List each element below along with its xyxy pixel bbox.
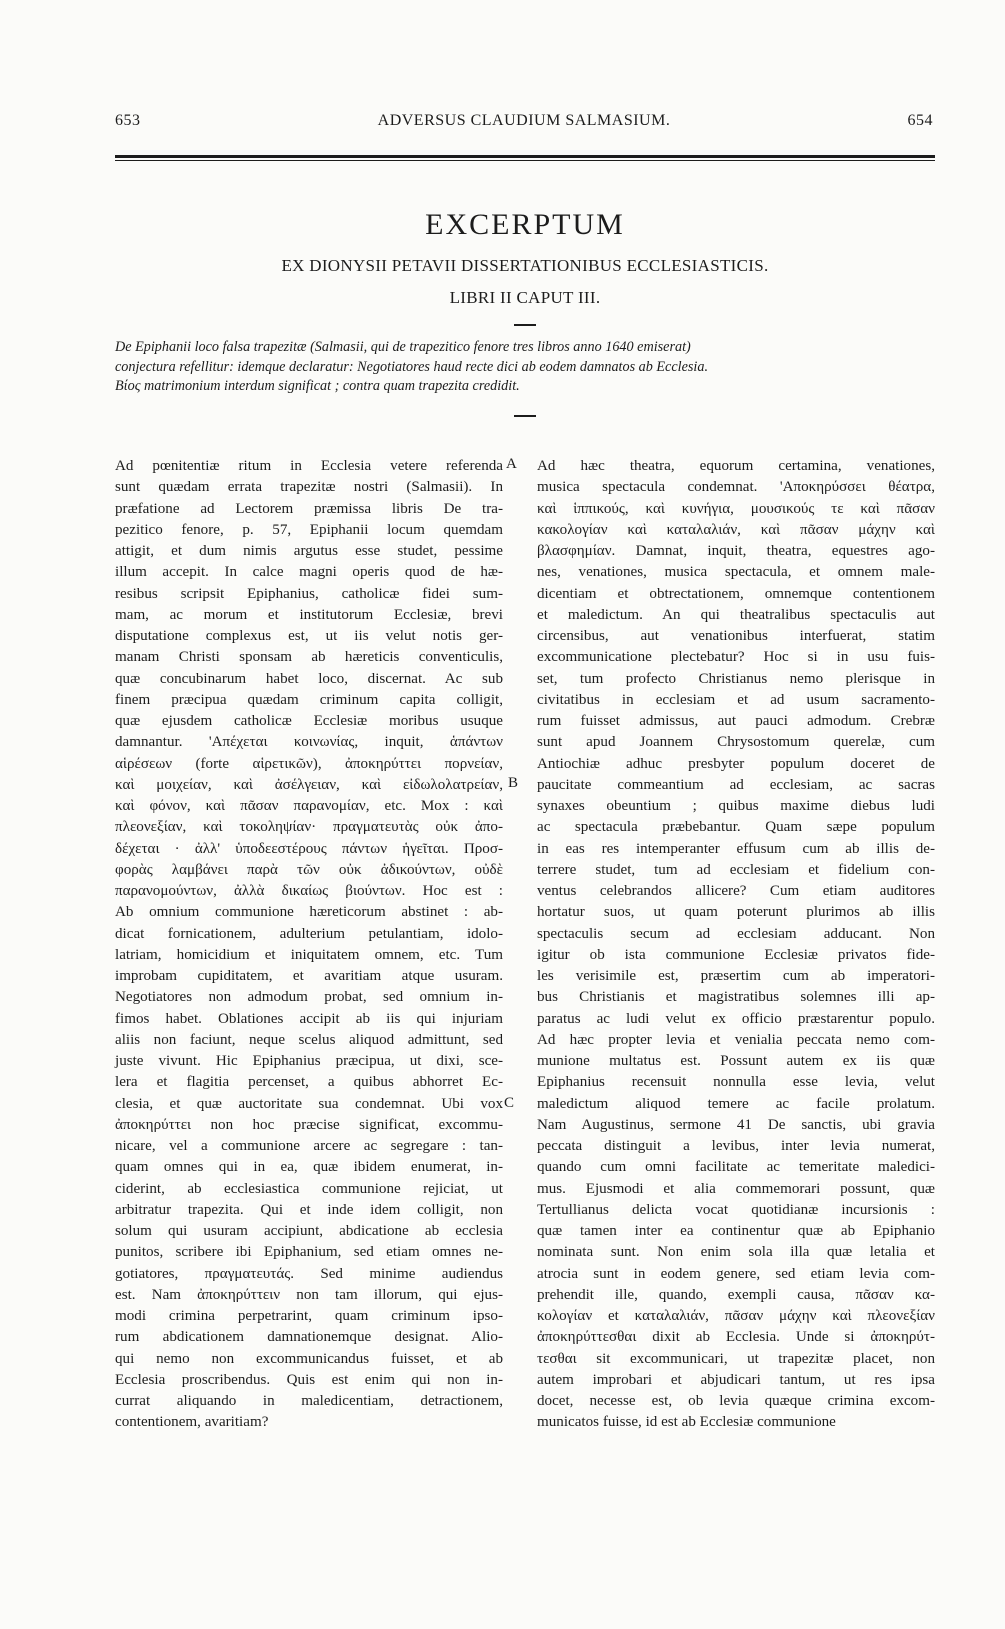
margin-marker-c: C [504,1095,515,1111]
text-line: docet, necesse est, ob levia quæque crimina excom- [537,1393,935,1409]
text-line: latriam, homicidium et iniquitatem omnem, etc. Tum [115,946,503,963]
summary-line: De Epiphanii loco falsa trapezitæ (Salmasii, qui de trapezitico fenore tres libros anno 1640 emiserat) [115,339,691,355]
text-line: finem præcipua quædam criminum capita colligit, [115,691,503,708]
text-line: paratus ac ludi velut ex officio præstarentur populo. [537,1010,935,1027]
text-line: πλεονεξίαν, καὶ τοκοληψίαν· πραγματευτὰς οὐκ ἀπο- [115,819,503,836]
right-column [537,456,935,1434]
chapter-summary [115,338,939,397]
text-line: igitur ob ista communione Ecclesiæ privatos fide- [537,946,935,963]
text-line: in eas res intemperanter effusum cum ab illis de- [537,840,935,857]
text-line: ἀποκηρύττει non hoc præcise significat, excommu- [115,1116,503,1133]
text-line: fimos habet. Oblationes accipit ab iis qui injuriam [115,1010,503,1027]
text-line: ac spectacula præbebantur. Quam sæpe populum [537,819,935,836]
text-line: pezitico fenore, p. 57, Epiphanii locum quemdam [115,521,503,538]
text-line: modi crimina perpetrarint, quam criminum ipso- [115,1308,503,1324]
text-line: lera et flagitia percenset, a quibus abhorret Ec- [115,1074,503,1091]
text-line: quæ concubinarum habet loco, discernat. Ac sub [115,670,503,687]
running-title: ADVERSUS CLAUDIUM SALMASIUM. [377,112,671,129]
text-line: καὶ φόνον, καὶ πᾶσαν παρανομίαν, etc. Mox : καὶ [115,798,503,814]
text-line: Negotiatores non admodum probat, sed omnium in- [115,989,503,1006]
text-line: spectaculis secum ad ecclesiam adducant. Non [537,925,935,942]
text-line: arbitratur trapezita. Qui et inde idem colligit, non [115,1201,503,1218]
text-line: Epiphanius recensuit nonnulla esse levia, velut [537,1074,935,1091]
text-line: paucitate commeantium ad ecclesiam, ac sacras [537,776,935,793]
margin-marker-b: B [508,775,519,791]
text-line: quæ tamen inter ea continentur quæ ab Epiphanio [537,1223,935,1239]
text-line: terrere studet, tum ad ecclesiam et fidelium con- [537,861,935,878]
text-line: musica spectacula condemnat. 'Αποκηρύσσει θέατρα, [537,479,935,496]
text-line: Ecclesia proscribendus. Quis est enim qui non in- [115,1371,503,1388]
text-line: nicare, vel a communione arcere ac segregare : tan- [115,1138,503,1154]
text-line: δέχεται · ἀλλ' ὑποδεεστέρους πάντων ἡγεῖται. Προσ- [115,840,503,857]
text-line: præfatione ad Lectorem præmissa libris De tra- [115,500,503,517]
text-line: gotiatores, πραγματευτάς. Sed minime audiendus [115,1265,503,1282]
page-number-left: 653 [115,112,141,129]
text-line: mam, ac morum et institutorum Ecclesiæ, brevi [115,606,503,623]
text-line: hortatur suos, ut quam poterunt plurimos ab illis [537,904,935,921]
text-line: damnantur. 'Απέχεται κοινωνίας, inquit, ἁπάντων [115,734,503,751]
text-line: Ab omnium communione hæreticorum abstinet : ab- [115,904,503,921]
margin-marker-a: A [506,456,517,472]
text-line: ciderint, ab ecclesiastica communione rejiciat, ut [115,1180,503,1197]
text-line: rum fuisset admissus, aut pauci admodum. Crebræ [537,713,935,729]
text-line: quando cum omni facilitate ac temeritate maledici- [537,1159,935,1176]
text-line: rum abdicationem damnationemque designat. Alio- [115,1329,503,1346]
text-line: munione multatus est. Possunt autem ex iis quæ [537,1053,935,1069]
text-line: manam Christi sponsam ab hæreticis conventiculis, [115,649,503,666]
text-line: ventus celebrandos allicere? Cum etiam auditores [537,883,935,899]
text-line: les verisimile est, præsertim cum ab imperatori- [537,968,935,984]
separator-dash [514,415,536,417]
text-line: καὶ ἱππικούς, καὶ κυνήγια, μουσικούς τε καὶ πᾶσαν [537,500,935,517]
text-line: κολογίαν et καταλαλιάν, πᾶσαν μάχην καὶ πλεονεξίαν [537,1308,935,1324]
text-line: bus Christianis et magistratibus solemnes illi ap- [537,989,935,1006]
text-line: municatos fuisse, id est ab Ecclesiæ communione [537,1414,836,1431]
text-line: maledictum aliquod temere ac facile prolatum. [537,1095,935,1112]
text-line: set, tum profecto Christianus nemo plerisque in [537,670,935,687]
text-line: φορὰς λαμβάνει παρὰ τῶν οὐκ ἀδικούντων, οὐδὲ [115,861,503,878]
text-line: disputatione complexus est, ut iis velut notis ger- [115,628,503,644]
text-line: attigit, et dum nimis argutus esse studet, pessime [115,543,503,559]
summary-line: Βίος matrimonium interdum significat ; contra quam trapezita credidit. [115,378,520,394]
text-line: civitatibus in ecclesiam et ad usum sacramento- [537,691,935,708]
text-line: Ad hæc propter levia et venialia peccata nemo com- [537,1031,935,1048]
text-line: improbam cupiditatem, et avaritiam atque usuram. [115,968,503,984]
text-line: est. Nam ἀποκηρύττειν non tam illorum, qui ejus- [115,1286,503,1303]
text-line: dicentiam et obtrectationem, omnemque contentionem [537,585,935,602]
text-line: Antiochiæ adhuc presbyter populum doceret de [537,755,935,772]
text-line: dicat fornicationem, adulterium petulantiam, idolo- [115,925,503,942]
text-line: nominata sunt. Non enim sola illa quæ letalia et [537,1244,935,1261]
text-line: clesia, et quæ auctoritate sua condemnat. Ubi vox [115,1095,503,1112]
page-title: EXCERPTUM [425,208,625,241]
text-line: Ad pœnitentiæ ritum in Ecclesia vetere referenda [115,458,503,474]
text-line: αἱρέσεων (forte αἱρετικῶν), ἀποκηρύττει πορνείαν, [115,755,503,772]
header-rule-thick [115,155,935,158]
text-line: solum qui usuram accipiunt, abdicatione ab ecclesia [115,1223,503,1239]
text-line: Ad hæc theatra, equorum certamina, venationes, [537,458,935,474]
text-line: illum accepit. In calce magni operis quod de hæ- [115,564,503,581]
text-line: resibus scripsit Epiphanius, catholicæ fidei sum- [115,585,503,602]
text-line: synaxes obeuntium ; quibus maxime diebus ludi [537,798,935,814]
page-subtitle: EX DIONYSII PETAVII DISSERTATIONIBUS ECCLESIASTICIS. [281,256,769,275]
text-line: autem improbari et abjudicari tantum, ut res ipsa [537,1371,935,1388]
text-line: ἀποκηρύττεσθαι dixit ab Ecclesia. Unde si ἀποκηρύτ- [537,1329,935,1346]
left-column [115,456,503,1434]
header-rule-thin [115,160,935,161]
text-line: sunt apud Joannem Chrysostomum querelæ, cum [537,734,935,751]
text-line: Tertullianus delicta vocat quotidianæ incursionis : [537,1201,935,1218]
text-line: juste vivunt. Hic Epiphanius præcipua, ut dixi, sce- [115,1053,503,1069]
text-line: quam omnes qui in ea, quæ ibidem enumerat, in- [115,1159,503,1176]
separator-dash [514,324,536,326]
text-line: κακολογίαν καὶ καταλαλιάν, καὶ πᾶσαν μάχην καὶ [537,521,935,538]
text-line: aliis non faciunt, neque scelus aliquod admittunt, sed [115,1031,503,1048]
text-line: circensibus, aut venationibus interfuerat, statim [537,628,935,644]
text-line: sunt quædam errata trapezitæ nostri (Salmasii). In [115,479,503,496]
text-line: currat aliquando in maledicentiam, detractionem, [115,1393,503,1409]
page-number-right: 654 [907,112,933,129]
summary-line: conjectura refellitur: idemque declaratur: Negotiatores haud recte dici ab eodem damnatos ab Ecclesia. [115,358,708,375]
text-line: παρανομούντων, ἀλλὰ δικαίως βιούντων. Hoc est : [115,883,503,899]
text-line: nes, venationes, musica spectacula, et omnem male- [537,564,935,581]
running-header [115,112,933,136]
chapter-heading: LIBRI II CAPUT III. [449,288,601,307]
text-line: βλασφημίαν. Damnat, inquit, theatra, equestres ago- [537,543,935,559]
text-line: et maledictum. An qui theatralibus spectaculis aut [537,606,935,623]
text-line: peccata distinguit a levibus, inter levia numerat, [537,1138,935,1154]
text-line: Nam Augustinus, sermone 41 De sanctis, ubi gravia [537,1116,935,1133]
text-line: qui nemo non excommunicandus fuisset, et ab [115,1350,503,1367]
text-line: contentionem, avaritiam? [115,1414,269,1431]
text-line: mus. Ejusmodi et alia commemorari possunt, quæ [537,1180,935,1197]
text-line: καὶ μοιχείαν, καὶ ἀσέλγειαν, καὶ εἰδωλολατρείαν, [115,776,503,793]
text-line: excommunicatione plectebatur? Hoc si in usu fuis- [537,649,935,666]
text-line: prehendit ille, quando, exempli causa, πᾶσαν κα- [537,1286,935,1303]
text-line: punitos, scribere ibi Epiphanium, sed etiam omnes ne- [115,1244,503,1261]
text-line: τεσθαι sit excommunicari, ut trapezitæ placet, non [537,1350,935,1367]
text-line: atrocia sunt in eodem genere, sed etiam levia com- [537,1265,935,1282]
text-line: quæ ejusdem catholicæ Ecclesiæ moribus usuque [115,713,503,729]
